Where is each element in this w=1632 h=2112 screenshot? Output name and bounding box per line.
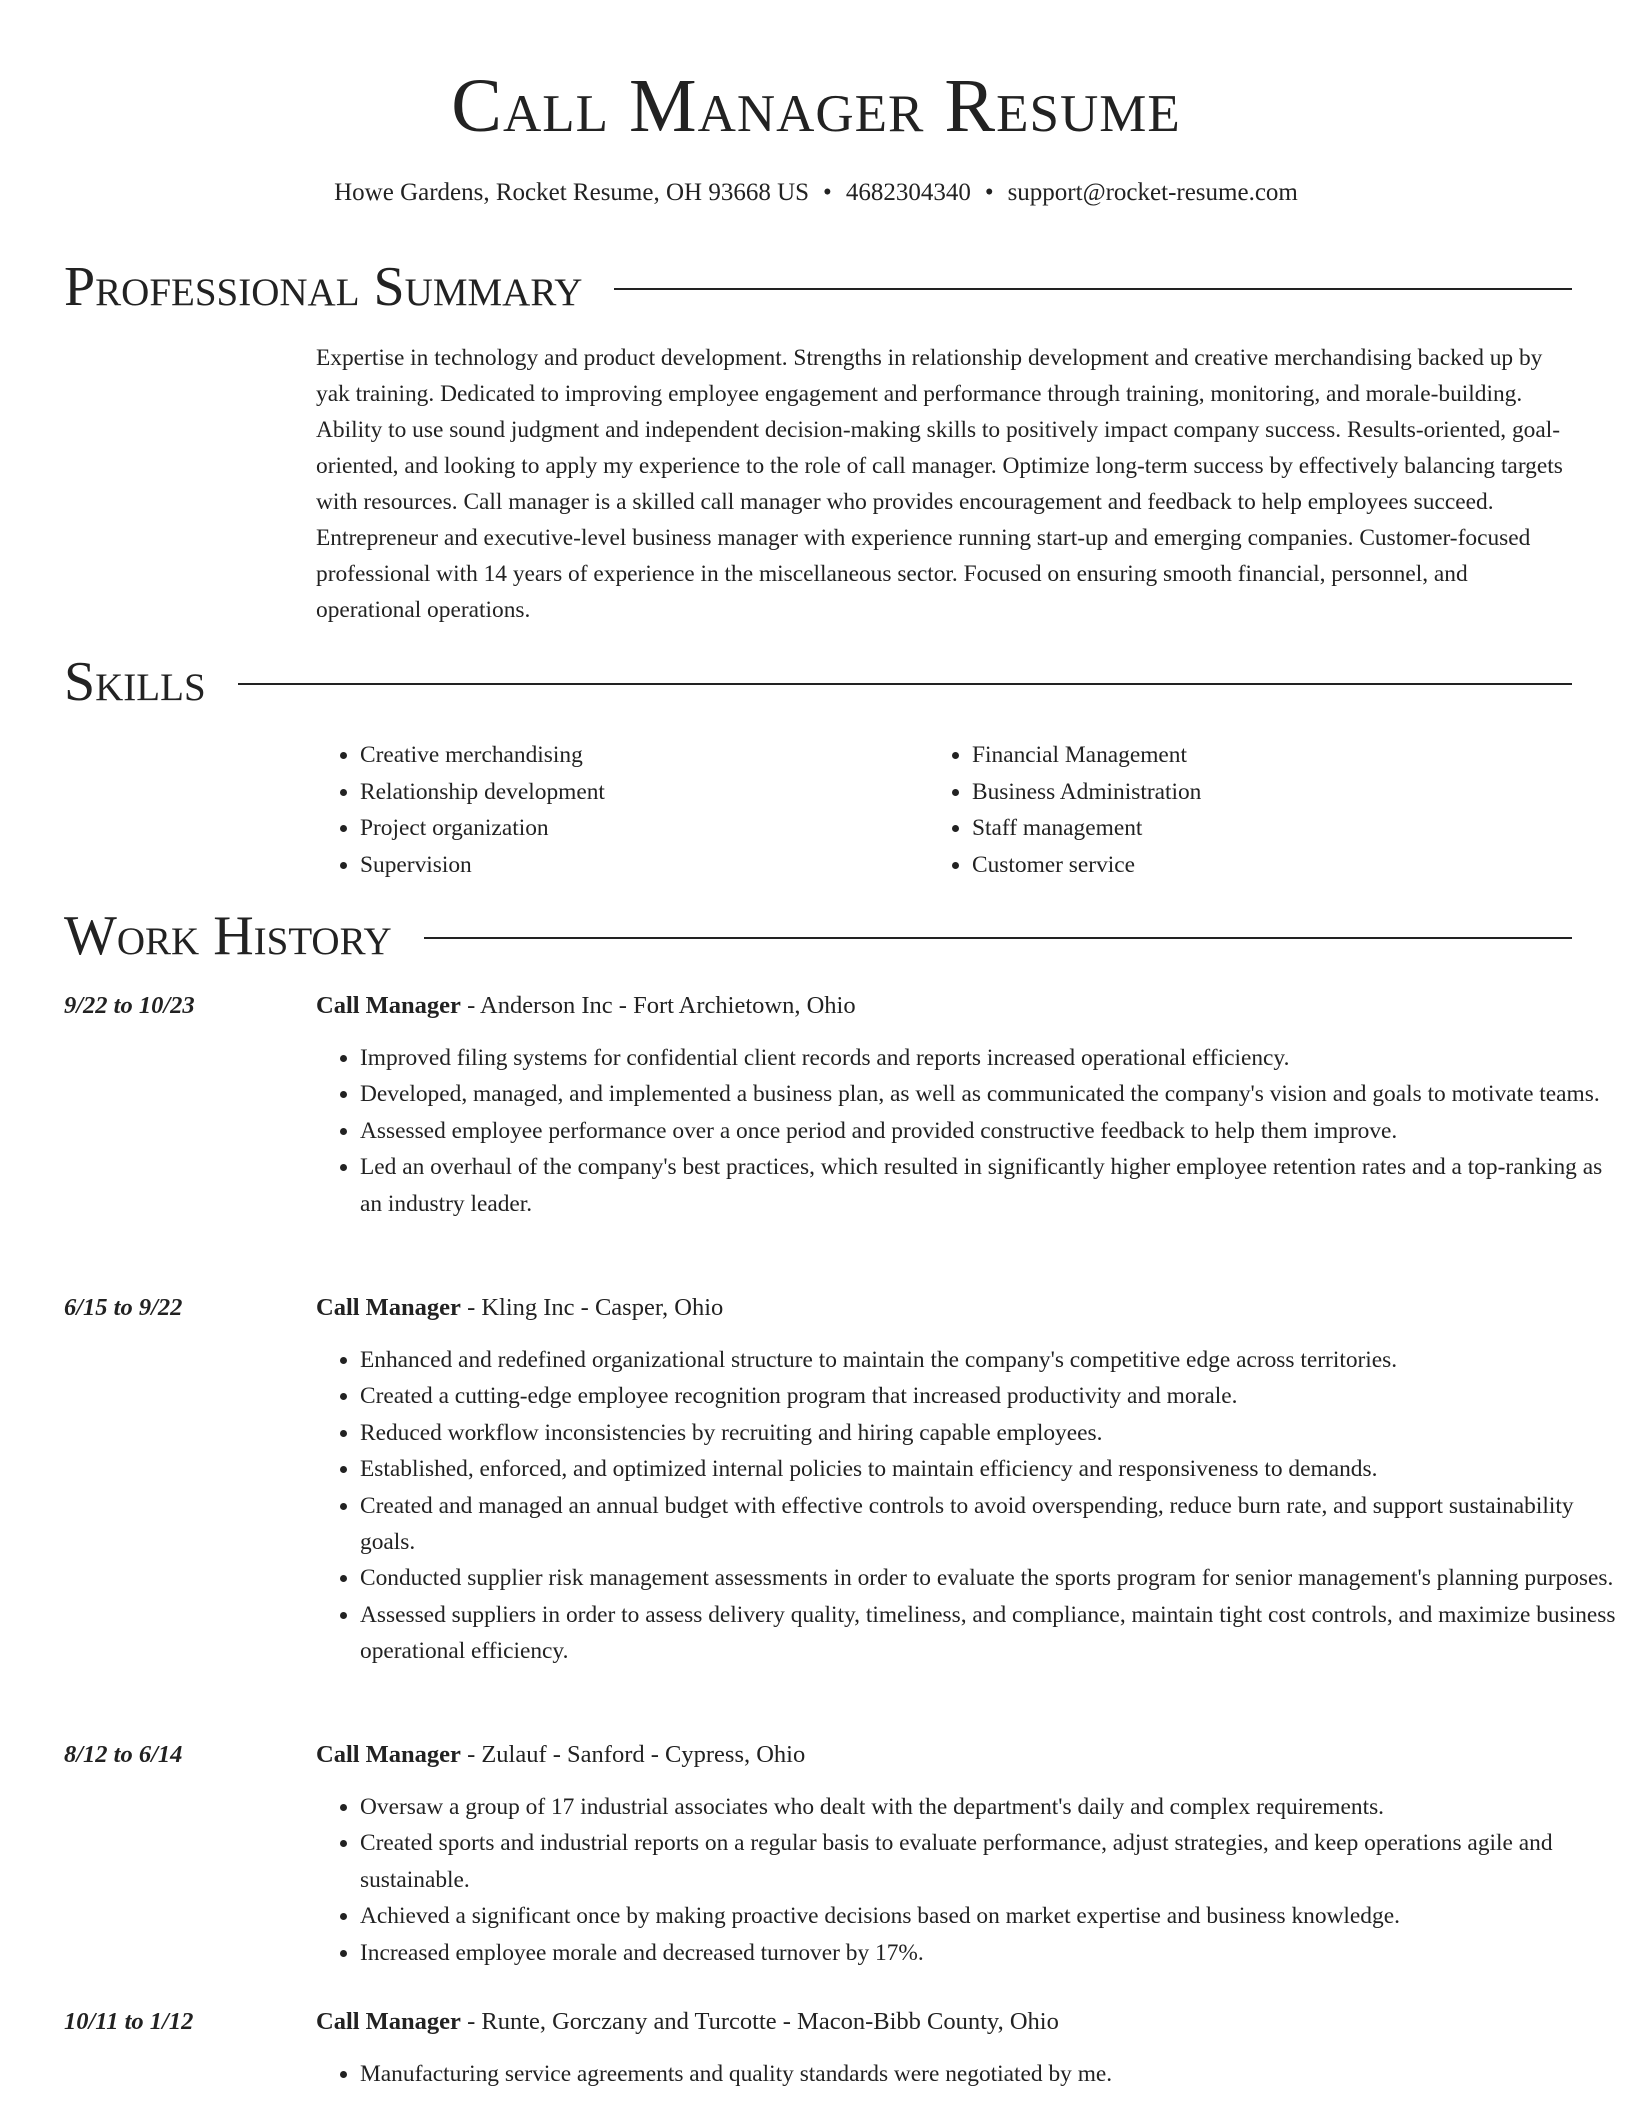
job-bullets [316, 1789, 1616, 1971]
job-bullet: • Led an overhaul of the company's best practices, which resulted in significantly higher employee retention rates and a top-ranking as an industry leader. [360, 1149, 1616, 1222]
job-dates: 10/11 to 1/12 [64, 2008, 194, 2035]
job-dates: 9/22 to 10/23 [64, 992, 195, 1019]
work-section-title: Work History [64, 905, 392, 967]
contact-phone: 4682304340 [845, 179, 971, 206]
job-bullet: • Assessed employee performance over a once period and provided constructive feedback to help them improve. [360, 1113, 1616, 1149]
contact-separator: • [823, 179, 832, 206]
contact-line [0, 176, 1632, 210]
job-bullets [316, 2056, 1616, 2092]
skills-section-header [64, 647, 1572, 717]
job-bullet: • Increased employee morale and decreased turnover by 17%. [360, 1935, 1616, 1971]
job-bullet: • Achieved a significant once by making proactive decisions based on market expertise and business knowledge. [360, 1898, 1616, 1934]
skill-item: • Financial Management [972, 737, 1572, 774]
job-details: - Zulauf - Sanford - Cypress, Ohio [460, 1741, 806, 1768]
skills-section-title: Skills [64, 651, 206, 713]
contact-separator: • [984, 179, 994, 206]
summary-section-header [64, 252, 1572, 322]
job-bullet: • Enhanced and redefined organizational structure to maintain the company's competitive edge across territories. [360, 1342, 1616, 1378]
job-heading [316, 1291, 1572, 1325]
job-bullet: • Created sports and industrial reports on a regular basis to evaluate performance, adjust strategies, and keep operations agile and sustainable. [360, 1825, 1616, 1898]
job-bullet: • Established, enforced, and optimized internal policies to maintain efficiency and responsiveness to demands. [360, 1451, 1616, 1487]
job-bullet: • Developed, managed, and implemented a business plan, as well as communicated the company's vision and goals to motivate teams. [360, 1076, 1616, 1112]
skill-item: • Customer service [972, 847, 1572, 884]
job-dates: 6/15 to 9/22 [64, 1294, 183, 1321]
job-details: - Kling Inc - Casper, Ohio [460, 1294, 724, 1321]
skills-list-right [928, 737, 1572, 883]
job-heading [316, 2005, 1572, 2039]
skill-item: • Supervision [360, 847, 920, 884]
job-bullet: • Reduced workflow inconsistencies by recruiting and hiring capable employees. [360, 1415, 1616, 1451]
skills-list-left [316, 737, 920, 883]
job-bullet: • Manufacturing service agreements and quality standards were negotiated by me. [360, 2056, 1616, 2092]
resume-title: Call Manager Resume [451, 64, 1181, 148]
job-bullet: • Conducted supplier risk management assessments in order to evaluate the sports program for senior management's planning purposes. [360, 1560, 1616, 1596]
job-bullet: • Oversaw a group of 17 industrial associates who dealt with the department's daily and complex requirements. [360, 1789, 1616, 1825]
job-heading [316, 1738, 1572, 1772]
work-section-header [64, 901, 1572, 971]
section-divider [424, 937, 1572, 939]
contact-email: support@rocket-resume.com [1007, 179, 1298, 206]
skill-item: • Business Administration [972, 774, 1572, 811]
job-title: Call Manager [316, 992, 461, 1019]
job-title: Call Manager [316, 1741, 461, 1768]
job-details: - Runte, Gorczany and Turcotte - Macon-Bibb County, Ohio [460, 2008, 1059, 2035]
job-title: Call Manager [316, 1294, 461, 1321]
contact-address: Howe Gardens, Rocket Resume, OH 93668 US [334, 179, 810, 206]
skill-item: • Creative merchandising [360, 737, 920, 774]
job-bullet: • Created a cutting-edge employee recognition program that increased productivity and morale. [360, 1378, 1616, 1414]
skill-item: • Project organization [360, 810, 920, 847]
section-divider [614, 288, 1572, 290]
skill-item: • Staff management [972, 810, 1572, 847]
job-bullets [316, 1342, 1616, 1670]
job-details: - Anderson Inc - Fort Archietown, Ohio [460, 992, 856, 1019]
summary-section-title: Professional Summary [64, 256, 583, 318]
skill-item: • Relationship development [360, 774, 920, 811]
job-dates: 8/12 to 6/14 [64, 1741, 183, 1768]
section-divider [238, 683, 1572, 685]
job-bullet: • Assessed suppliers in order to assess delivery quality, timeliness, and compliance, maintain tight cost controls, and maximize business operational efficiency. [360, 1597, 1616, 1670]
job-bullet: • Created and managed an annual budget with effective controls to avoid overspending, reduce burn rate, and support sustainability goals. [360, 1488, 1616, 1561]
job-heading [316, 989, 1572, 1023]
job-bullets [316, 1040, 1616, 1222]
job-bullet: • Improved filing systems for confidential client records and reports increased operational efficiency. [360, 1040, 1616, 1076]
summary-text: Expertise in technology and product development. Strengths in relationship development and creative merchandising backed up by yak training. Dedicated to improving employee engagement and performance through training, monitoring, and morale-building. Ability to use sound judgment and independent decision-making skills to positively impact company success. Results-oriented, goal-oriented, and looking to apply my experience to the role of call manager. Optimize long-term success by effectively balancing targets with resources. Call manager is a skilled call manager who provides encouragement and feedback to help employees succeed. Entrepreneur and executive-level business manager with experience running start-up and emerging companies. Customer-focused professional with 14 years of experience in the miscellaneous sector. Focused on ensuring smooth financial, personnel, and operational operations. [316, 345, 1563, 623]
job-title: Call Manager [316, 2008, 461, 2035]
